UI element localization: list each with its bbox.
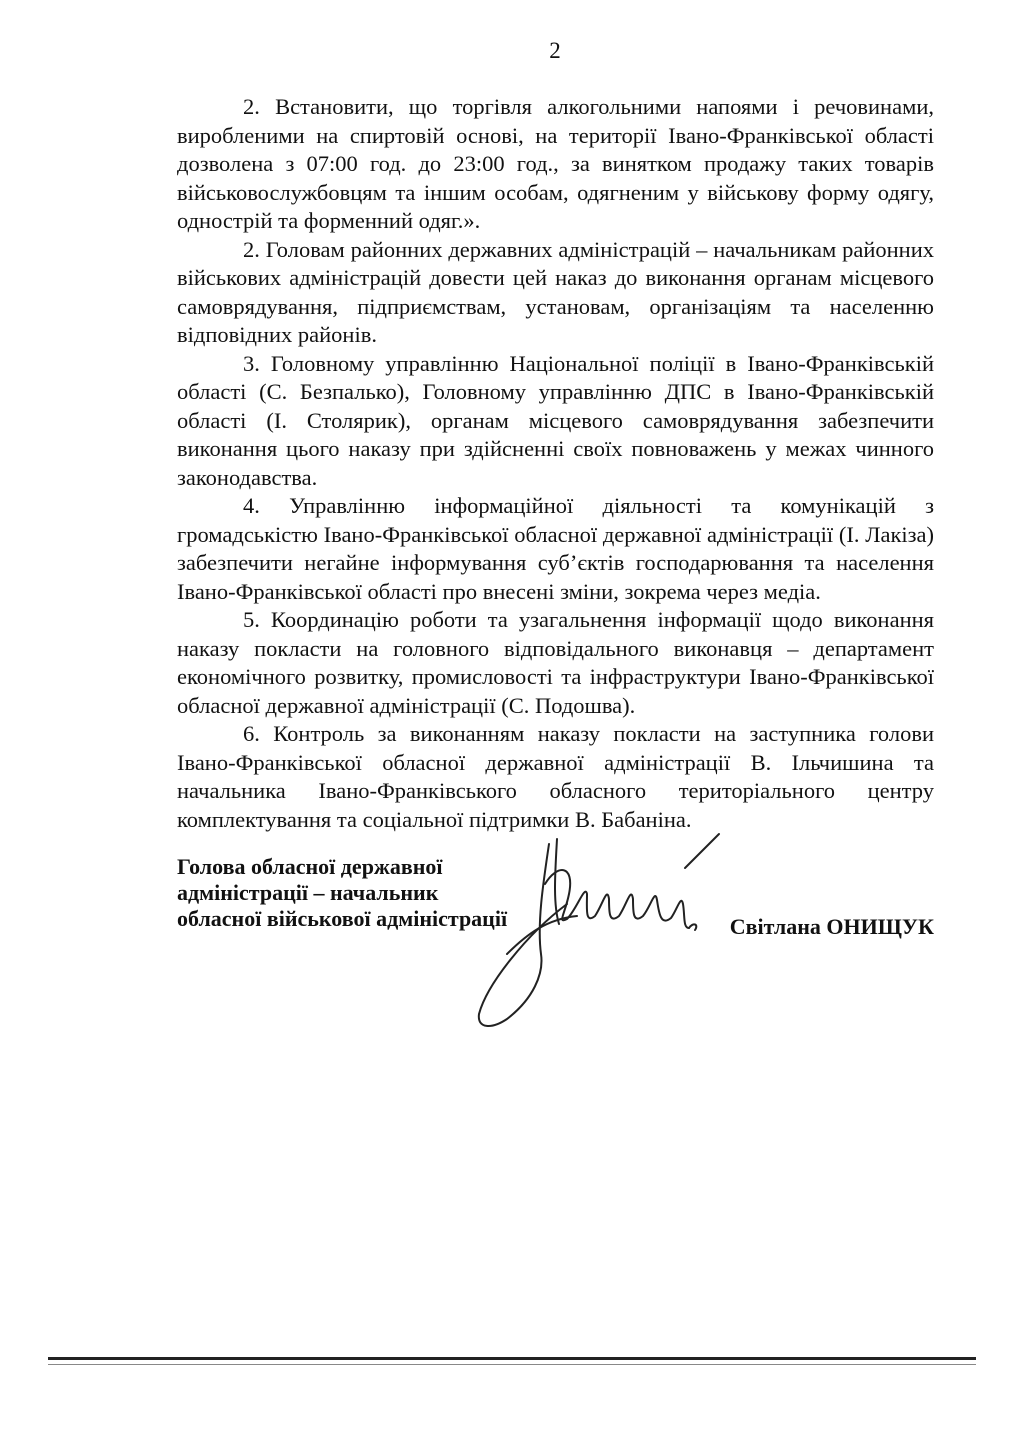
page-number: 2 (549, 38, 561, 63)
signature-block (177, 854, 934, 1074)
paragraph-alcohol-trade-hours: 2. Встановити, що торгівля алкогольними напоями і речовинами, виробленими на спиртовій основі, на території Івано-Франківської області дозволена з 07:00 год. до 23:00 год., за винятком продажу таких товарів військовослужбовцям та іншим особам, одягненим у військову форму одягу, однострій та форменний одяг.». (177, 94, 934, 233)
signatory-title-line: адміністрації – начальник (177, 880, 439, 905)
signatory-title-line: Голова обласної державної (177, 854, 443, 879)
document-body (177, 93, 934, 834)
paragraph-district-administrations: 2. Головам районних державних адміністрацій – начальникам районних військових адміністрацій довести цей наказ до виконання органам місцевого самоврядування, підприємствам, установам, організаціям та населенню відповідних районів. (177, 236, 934, 347)
paragraph-control: 6. Контроль за виконанням наказу покласти на заступника голови Івано-Франківської обласної державної адміністрації В. Ільчишина та начальника Івано-Франківського обласного територіального центру комплектування та соціальної підтримки В. Бабаніна. (177, 721, 934, 832)
signatory-name: Світлана ОНИЩУК (729, 914, 934, 939)
paragraph-coordination: 5. Координацію роботи та узагальнення інформації щодо виконання наказу покласти на головного відповідального виконавця – департамент економічного розвитку, промисловості та інфраструктури Івано-Франківської обласної державної адміністрації (С. Подошва). (177, 607, 934, 718)
signatory-title-line: обласної військової адміністрації (177, 906, 508, 931)
handwritten-signature-icon (437, 824, 737, 1034)
footer-rule (48, 1357, 976, 1360)
paragraph-information-department: 4. Управлінню інформаційної діяльності та комунікацій з громадськістю Івано-Франківської обласної державної адміністрації (І. Лакіза) забезпечити негайне інформування суб’єктів господарювання та населення Івано-Франківської області про внесені зміни, зокрема через медіа. (177, 493, 934, 604)
footer-rule-thin (48, 1364, 976, 1365)
paragraph-police-tax-service: 3. Головному управлінню Національної поліції в Івано-Франківській області (С. Безпалько), Головному управлінню ДПС в Івано-Франківській області (І. Столярик), органам місцевого самоврядування забезпечити виконання цього наказу при здійсненні своїх повноважень у межах чинного законодавства. (177, 350, 934, 490)
